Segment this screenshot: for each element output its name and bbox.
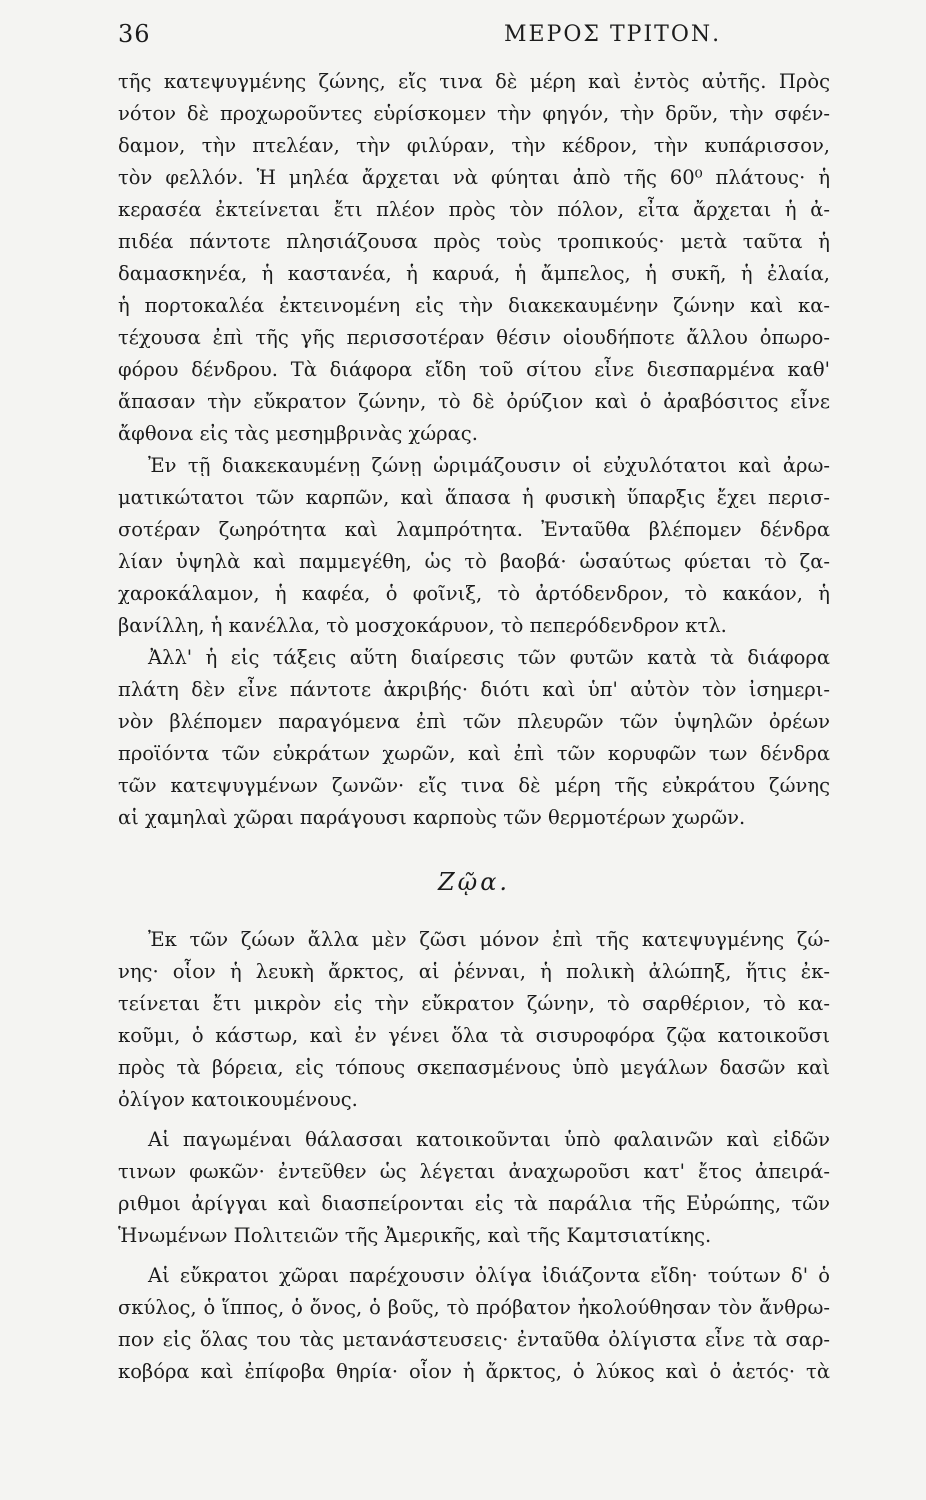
paragraph-torrid-zone [118, 450, 830, 642]
paragraph-plants-north-south [118, 66, 830, 450]
text-line: δαμασκηνέα, ἡ καστανέα, ἡ καρυά, ἡ ἄμπελος, ἡ συκῆ, ἡ ἐλαία, [118, 262, 830, 285]
text-line: κερασέα ἐκτείνεται ἔτι πλέον πρὸς τὸν πόλον, εἶτα ἄρχεται ἡ ἀ- [118, 198, 830, 221]
text-line: ἡ πορτοκαλέα ἐκτεινομένη εἰς τὴν διακεκαυμένην ζώνην καὶ κα- [118, 294, 830, 317]
text-line: Ἐκ τῶν ζώων ἄλλα μὲν ζῶσι μόνον ἐπὶ τῆς κατεψυγμένης ζώ- [148, 928, 830, 951]
text-line: νὸν βλέπομεν παραγόμενα ἐπὶ τῶν πλευρῶν τῶν ὑψηλῶν ὀρέων [118, 710, 830, 733]
text-line: τῆς κατεψυγμένης ζώνης, εἴς τινα δὲ μέρη καὶ ἐντὸς αὐτῆς. Πρὸς [118, 70, 830, 93]
text-line: τὸν φελλόν. Ἡ μηλέα ἄρχεται νὰ φύηται ἀπὸ τῆς 60⁰ πλάτους· ἡ [118, 166, 830, 189]
text-line: τέχουσα ἐπὶ τῆς γῆς περισσοτέραν θέσιν οἱουδήποτε ἄλλου ὀπωρο- [118, 326, 830, 349]
text-line: χαροκάλαμον, ἡ καφέα, ὁ φοῖνιξ, τὸ ἀρτόδενδρον, τὸ κακάον, ἡ [118, 582, 830, 605]
text-line: Αἱ εὔκρατοι χῶραι παρέχουσιν ὀλίγα ἰδιάζοντα εἴδη· τούτων δ' ὁ [148, 1264, 830, 1287]
paragraph-frozen-seas [118, 1124, 830, 1252]
text-line: νότον δὲ προχωροῦντες εὑρίσκομεν τὴν φηγόν, τὴν δρῦν, τὴν σφέν- [118, 102, 830, 125]
page-header [118, 14, 828, 54]
text-line: βανίλλη, ἡ κανέλλα, τὸ μοσχοκάρυον, τὸ πεπερόδενδρον κτλ. [118, 614, 727, 637]
text-line: δαμον, τὴν πτελέαν, τὴν φιλύραν, τὴν κέδρον, τὴν κυπάρισσον, [118, 134, 830, 157]
text-line: σκύλος, ὁ ἵππος, ὁ ὄνος, ὁ βοῦς, τὸ πρόβατον ἠκολούθησαν τὸν ἄνθρω- [118, 1296, 830, 1319]
text-line: αἱ χαμηλαὶ χῶραι παράγουσι καρποὺς τῶν θερμοτέρων χωρῶν. [118, 806, 746, 829]
text-line: φόρου δένδρου. Τὰ διάφορα εἴδη τοῦ σίτου εἶνε διεσπαρμένα καθ' [118, 358, 830, 381]
text-line: τῶν κατεψυγμένων ζωνῶν· εἴς τινα δὲ μέρη τῆς εὐκράτου ζώνης [118, 774, 830, 797]
text-line: Ἡνωμένων Πολιτειῶν τῆς Ἀμερικῆς, καὶ τῆς Καμτσιατίκης. [118, 1224, 712, 1247]
text-line: σοτέραν ζωηρότητα καὶ λαμπρότητα. Ἐνταῦθα βλέπομεν δένδρα [118, 518, 830, 541]
text-line: νης· οἷον ἡ λευκὴ ἄρκτος, αἱ ῥένναι, ἡ πολικὴ ἀλώπηξ, ἥτις ἐκ- [118, 960, 830, 983]
paragraph-classification-note [118, 642, 830, 834]
text-line: τινων φωκῶν· ἐντεῦθεν ὡς λέγεται ἀναχωροῦσι κατ' ἔτος ἀπειρά- [118, 1160, 830, 1183]
paragraph-temperate-animals [118, 1260, 830, 1388]
text-line: κοβόρα καὶ ἐπίφοβα θηρία· οἷον ἡ ἄρκτος, ὁ λύκος καὶ ὁ ἀετός· τὰ [118, 1360, 830, 1383]
running-title: ΜΕΡΟΣ ΤΡΙΤΟΝ. [504, 22, 722, 47]
text-line: Ἐν τῇ διακεκαυμένῃ ζώνῃ ὡριμάζουσιν οἱ εὐχυλότατοι καὶ ἀρω- [148, 454, 830, 477]
text-line: λίαν ὑψηλὰ καὶ παμμεγέθη, ὡς τὸ βαοβά· ὡσαύτως φύεται τὸ ζα- [118, 550, 830, 573]
paragraph-frigid-animals [118, 924, 830, 1116]
text-line: πον εἰς ὅλας του τὰς μετανάστευσεις· ἐνταῦθα ὀλίγιστα εἶνε τὰ σαρ- [118, 1328, 830, 1351]
text-line: ἄφθονα εἰς τὰς μεσημβρινὰς χώρας. [118, 422, 478, 445]
text-line: πλάτη δὲν εἶνε πάντοτε ἀκριβής· διότι καὶ ὑπ' αὐτὸν τὸν ἰσημερι- [118, 678, 830, 701]
section-heading: Ζῷα. [437, 868, 511, 896]
text-line: Αἱ παγωμέναι θάλασσαι κατοικοῦνται ὑπὸ φαλαινῶν καὶ εἰδῶν [148, 1128, 830, 1151]
text-line: κοῦμι, ὁ κάστωρ, καὶ ἐν γένει ὅλα τὰ σισυροφόρα ζῷα κατοικοῦσι [118, 1024, 830, 1047]
body-text [118, 66, 830, 1388]
text-line: ματικώτατοι τῶν καρπῶν, καὶ ἅπασα ἡ φυσικὴ ὕπαρξις ἔχει περισ- [118, 486, 830, 509]
text-line: τείνεται ἔτι μικρὸν εἰς τὴν εὔκρατον ζώνην, τὸ σαρθέριον, τὸ κα- [118, 992, 830, 1015]
text-line: ὀλίγον κατοικουμένους. [118, 1088, 358, 1111]
page-number: 36 [118, 20, 151, 48]
text-line: προϊόντα τῶν εὐκράτων χωρῶν, καὶ ἐπὶ τῶν κορυφῶν των δένδρα [118, 742, 830, 765]
text-line: ἅπασαν τὴν εὔκρατον ζώνην, τὸ δὲ ὀρύζιον καὶ ὁ ἀραβόσιτος εἶνε [118, 390, 830, 413]
text-line: ριθμοι ἀρίγγαι καὶ διασπείρονται εἰς τὰ παράλια τῆς Εὐρώπης, τῶν [118, 1192, 830, 1215]
text-line: Ἀλλ' ἡ εἰς τάξεις αὕτη διαίρεσις τῶν φυτῶν κατὰ τὰ διάφορα [148, 646, 830, 669]
text-line: πρὸς τὰ βόρεια, εἰς τόπους σκεπασμένους ὑπὸ μεγάλων δασῶν καὶ [118, 1056, 830, 1079]
text-line: πιδέα πάντοτε πλησιάζουσα πρὸς τοὺς τροπικούς· μετὰ ταῦτα ἡ [118, 230, 830, 253]
